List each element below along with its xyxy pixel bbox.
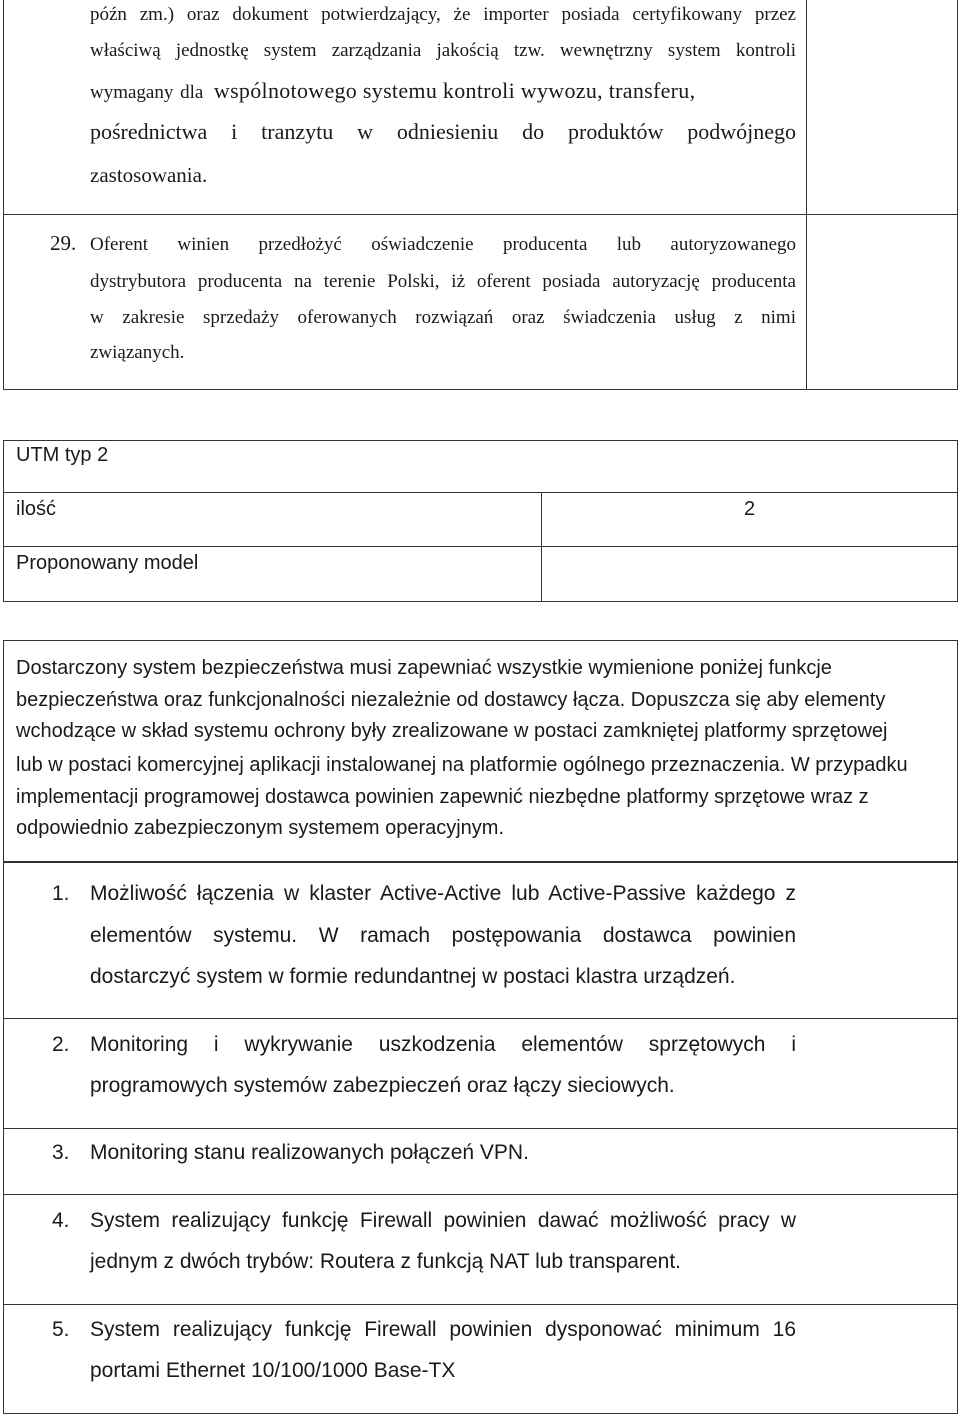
feature-number: 2. [52,1033,70,1056]
feature-number: 4. [52,1209,70,1232]
quantity-value: 2 [744,498,756,520]
top-table-column-divider [806,0,807,390]
feature-line: System realizujący funkcję Firewall powinien dysponować minimum 16 [90,1318,796,1341]
item-29-number: 29. [50,231,77,255]
item-29-line: Oferent winien przedłożyć oświadczenie producenta lub autoryzowanego [90,234,796,255]
continuation-line: późn zm.) oraz dokument potwierdzający, że importer posiada certyfikowany przez [90,4,796,25]
feature-line: dostarczyć system w formie redundantnej w postaci klastra urządzeń. [90,965,736,988]
top-table-row-divider [3,214,958,215]
feature-line: portami Ethernet 10/100/1000 Base-TX [90,1359,456,1382]
feature-line: jednym z dwóch trybów: Routera z funkcją NAT lub transparent. [90,1250,681,1273]
description-line: wchodzące w skład systemu ochrony były zrealizowane w postaci zamkniętej platformy sprzętowej [16,720,888,742]
feature-number: 3. [52,1141,70,1164]
feature-row-divider [3,1128,958,1129]
proposed-model-label: Proponowany model [16,552,199,574]
feature-line: Monitoring stanu realizowanych połączeń VPN. [90,1141,529,1164]
continuation-line: pośrednictwa i tranzytu w odniesieniu do produktów podwójnego [90,119,796,144]
description-line: bezpieczeństwa oraz funkcjonalności niezależnie od dostawcy łącza. Dopuszcza się aby elementy [16,689,886,711]
utm-table-row-divider [3,492,958,493]
description-line: odpowiednio zabezpieczonym systemem operacyjnym. [16,817,505,839]
utm-title: UTM typ 2 [16,444,109,466]
feature-line: elementów systemu. W ramach postępowania dostawca powinien [90,924,796,947]
feature-line: Monitoring i wykrywanie uszkodzenia elementów sprzętowych i [90,1033,796,1056]
feature-row-divider [3,1194,958,1195]
item-29-line: związanych. [90,342,185,363]
continuation-line-text: wspólnotowego systemu kontroli wywozu, transferu, [208,78,696,103]
feature-line: Możliwość łączenia w klaster Active-Active lub Active-Passive każdego z [90,882,796,905]
utm-table-column-divider [541,492,542,602]
description-line: implementacji programowej dostawca powinien zapewnić niezbędne platformy sprzętowe wraz z [16,786,869,808]
item-29-line: w zakresie sprzedaży oferowanych rozwiązań oraz świadczenia usług z nimi [90,307,796,328]
continuation-line: właściwą jednostkę system zarządzania jakością tzw. wewnętrzny system kontroli [90,40,796,61]
utm-table-row-divider [3,546,958,547]
quantity-label: ilość [16,498,57,520]
continuation-line: zastosowania. [90,163,208,187]
description-line: lub w postaci komercyjnej aplikacji instalowanej na platformie ogólnego przeznaczenia. W przypadku [16,754,908,776]
feature-number: 1. [52,882,70,905]
item-29-line: dystrybutora producenta na terenie Polski, iż oferent posiada autoryzację producenta [90,271,796,292]
continuation-line-text: wymagany dla [90,82,204,103]
feature-row-divider [3,1304,958,1305]
feature-number: 5. [52,1318,70,1341]
feature-row-divider [3,1018,958,1019]
feature-line: System realizujący funkcję Firewall powinien dawać możliwość pracy w [90,1209,796,1232]
feature-line: programowych systemów zabezpieczeń oraz łączy sieciowych. [90,1074,675,1097]
description-line: Dostarczony system bezpieczeństwa musi zapewniać wszystkie wymienione poniżej funkcje [16,657,832,679]
continuation-line [90,78,796,104]
utm-spec-table [3,440,958,602]
